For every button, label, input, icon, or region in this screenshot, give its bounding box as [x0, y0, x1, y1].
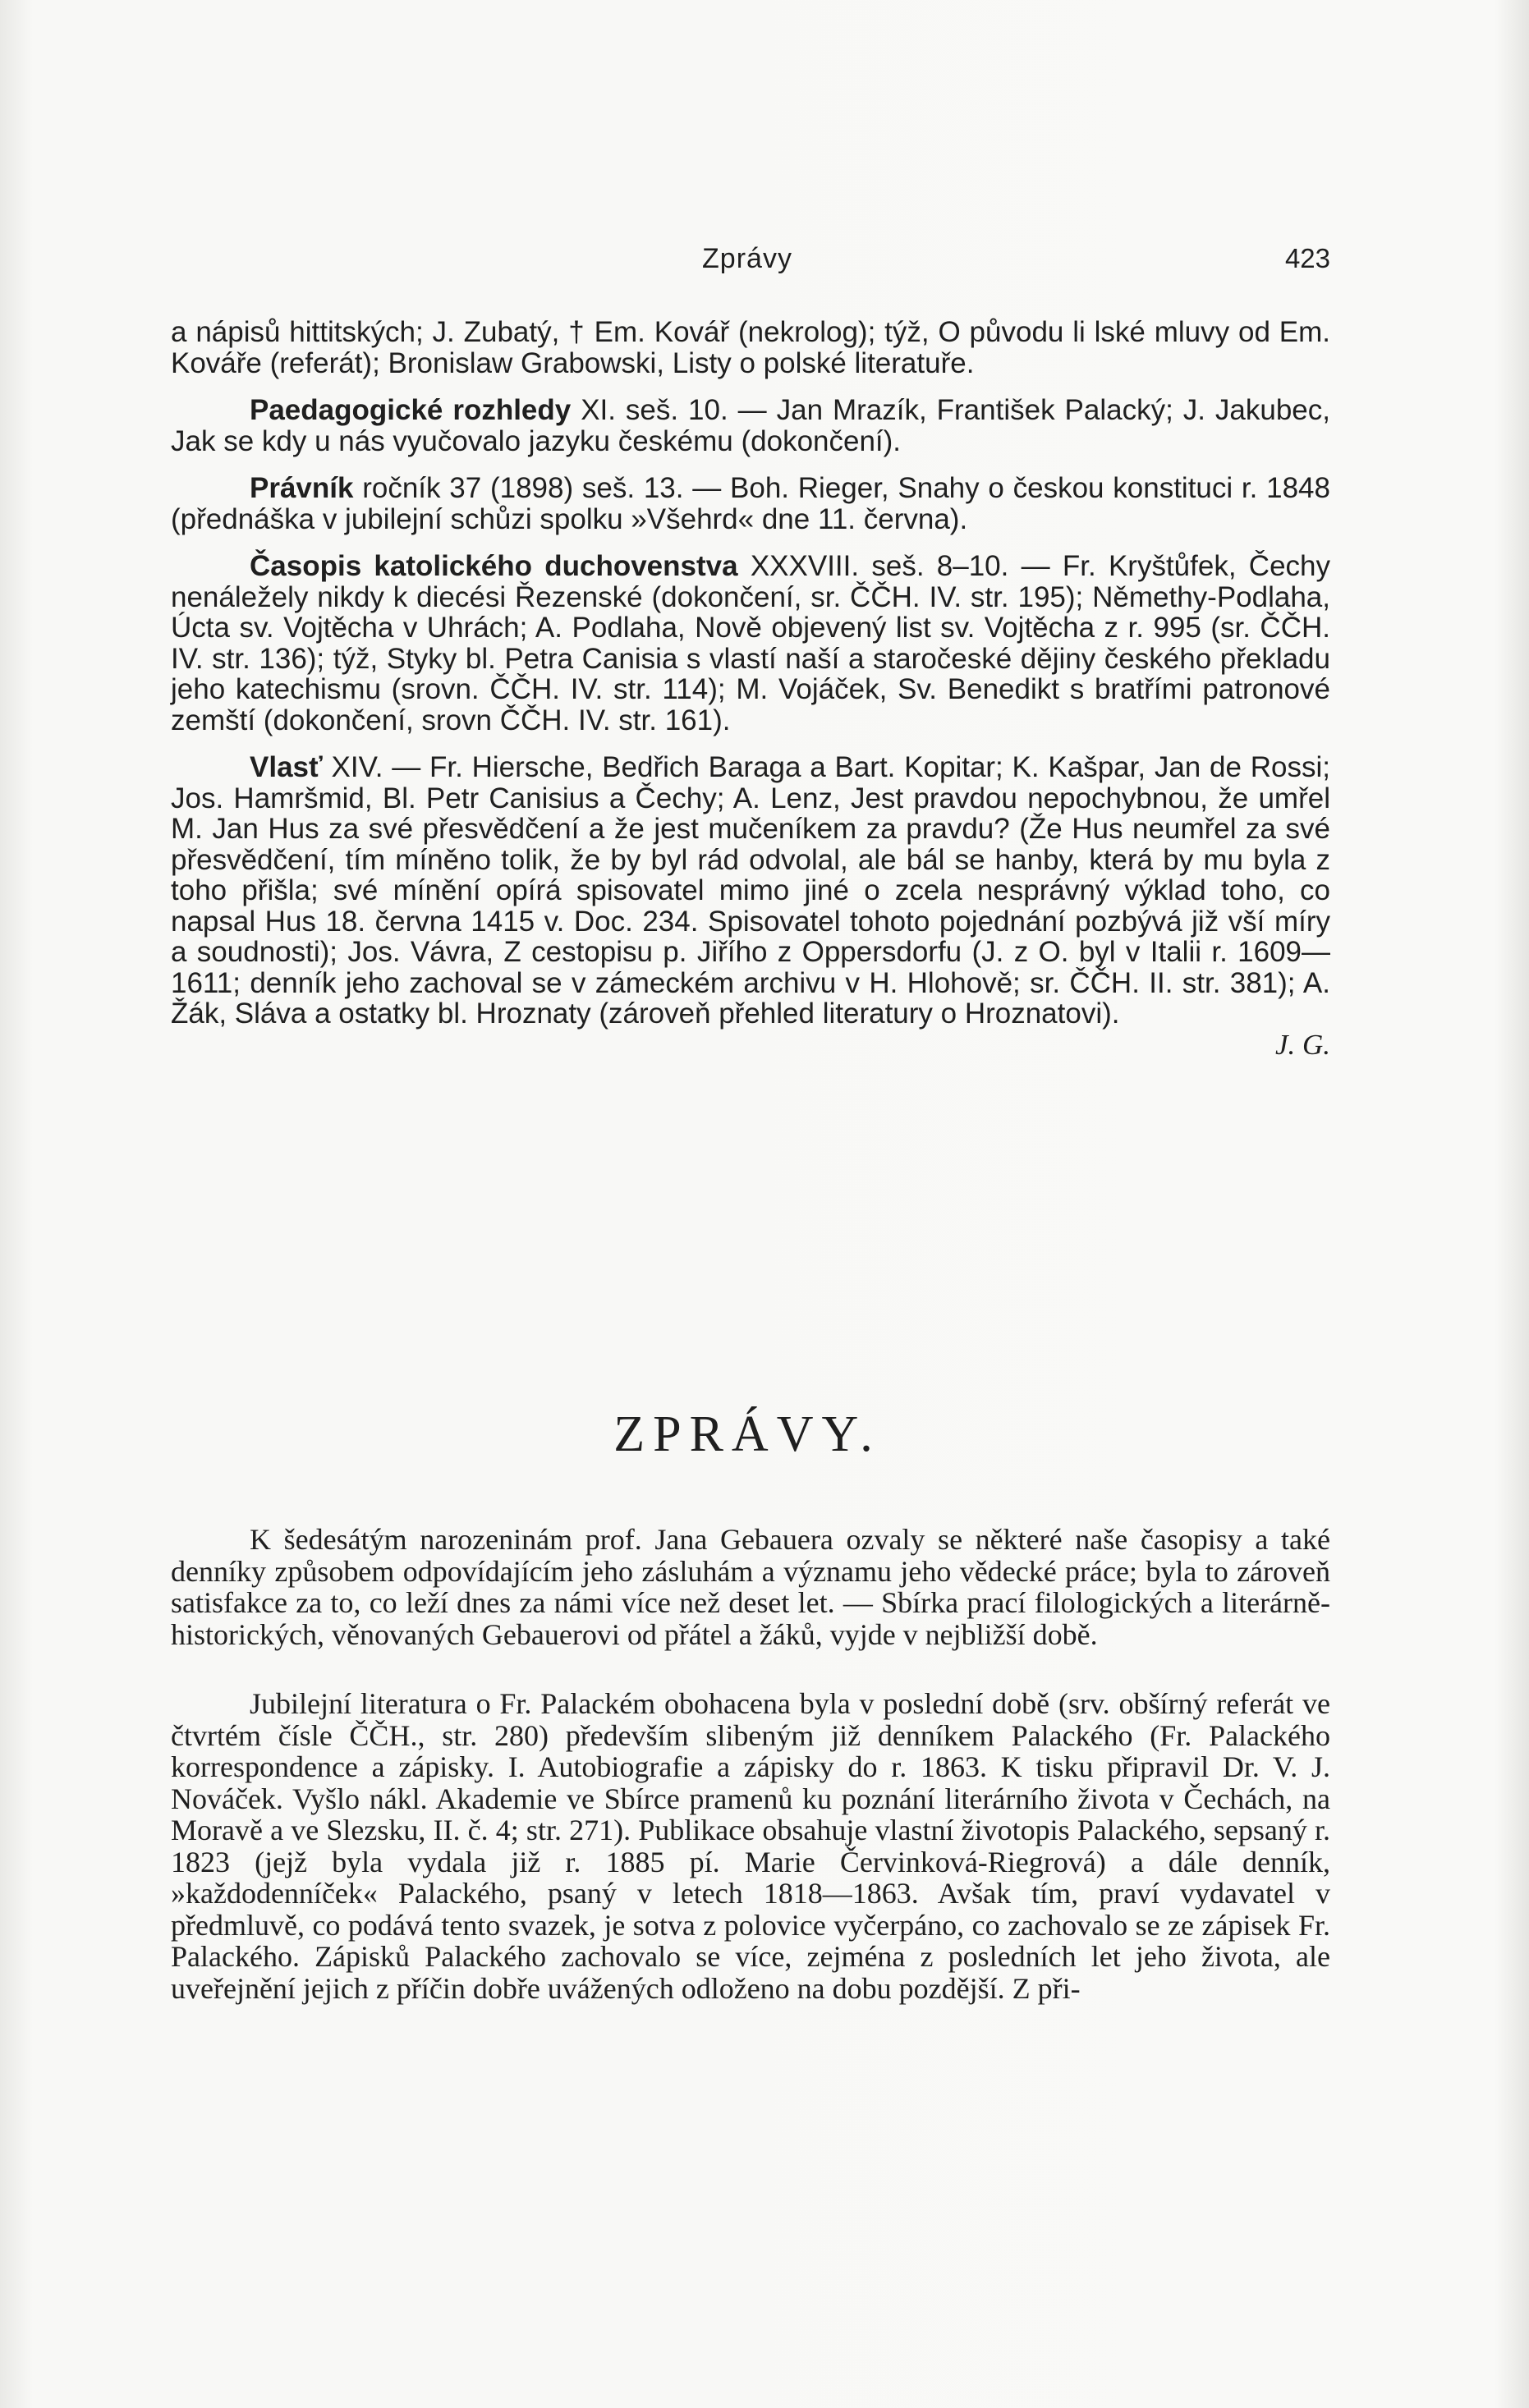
news-section — [171, 1524, 1330, 2042]
page-number: 423 — [1284, 243, 1330, 273]
news-paragraph: Jubilejní literatura o Fr. Palackém obohacena byla v poslední době (srv. obšírný referát ve čtvrtém čísle ČČH., str. 280) především slibeným již denníkem Palackého (Fr. Palackého korrespondence a zápisky. I. Autobiografie a zápisky do r. 1863. K tisku připravil Dr. V. J. Nováček. Vyšlo nákl. Akademie ve Sbírce pramenů ku poznání literárního života v Čechách, na Moravě a ve Slezsku, II. č. 4; str. 271). Publikace obsahuje vlastní životopis Palackého, sepsaný r. 1823 (jejž byla vydala již r. 1885 pí. Marie Červinková-Riegrová) a dále denník, »každodenníček« Palackého, psaný v letech 1818—1863. Avšak tím, praví vydavatel v předmluvě, co podává tento svazek, je sotva z polovice vyčerpáno, co zachovalo se ze zápisek Fr. Palackého. Zápisků Palackého zachovalo se více, zejména z posledních let jeho života, ale uveřejnění jejich z příčin dobře uvážených odloženo na dobu pozdější. Z při- — [171, 1687, 1330, 2005]
entry-paedagogicke-rozhledy — [171, 395, 1330, 456]
entry-pravnik — [171, 473, 1330, 534]
journal-title: Časopis katolického duchovenstva — [250, 550, 738, 582]
news-paragraph: K šedesátým narozeninám prof. Jana Gebauera ozvaly se některé naše časopisy a také denníky způsobem odpovídajícím jeho zásluhám a významu jeho vědecké práce; byla to zároveň satisfakce za to, co leží dnes za námi více než deset let. — Sbírka prací filologických a literárně-historických, věnovaných Gebauerovi od přátel a žáků, vyjde v nejbližší době. — [171, 1523, 1330, 1651]
journal-title: Právník — [250, 472, 354, 504]
entry-text: ročník 37 (1898) seš. 13. — Boh. Rieger, Snahy o českou konstituci r. 1848 (přednáška v jubilejní schůzi spolku »Všehrd« dne 11. června). — [171, 472, 1330, 535]
entry-casopis-katolickeho-duchovenstva — [171, 551, 1330, 736]
periodical-review — [171, 317, 1330, 1076]
entry-vlast — [171, 752, 1330, 1060]
running-title: Zprávy — [702, 243, 792, 274]
entry-text: XI. seš. 10. — Jan Mrazík, František Palacký; J. Jakubec, Jak se kdy u nás vyučovalo jazyku českému (dokončení). — [171, 394, 1330, 457]
section-heading: ZPRÁVY. — [613, 1406, 881, 1462]
journal-title: Vlasť — [250, 751, 323, 783]
running-head — [164, 243, 1330, 284]
entry-text: XIV. — Fr. Hiersche, Bedřich Baraga a Bart. Kopitar; K. Kašpar, Jan de Rossi; Jos. Hamršmid, Bl. Petr Canisius a Čechy; A. Lenz, Jest pravdou nepochybnou, že umřel M. Jan Hus za své přesvědčení a že jest mučeníkem za pravdu? (Že Hus neumřel za své přesvědčení, tím míněno tolik, že by byl rád odvolal, ale bál se hanby, která by mu byla z toho přišla; své mínění opírá spisovatel mimo jiné o zcela nesprávný výklad toho, co napsal Hus 18. června 1415 v. Doc. 234. Spisovatel tohoto pojednání pozbývá již vší míry a soudnosti); Jos. Vávra, Z cestopisu p. Jiřího z Oppersdorfu (J. z O. byl v Italii r. 1609—1611; denník jeho zachoval se v zámeckém archivu v H. Hlohově; sr. ČČH. II. str. 381); A. Žák, Sláva a ostatky bl. Hroznaty (zároveň přehled literatury o Hroznatovi). — [171, 751, 1330, 1030]
entry-text: XXXVIII. seš. 8–10. — Fr. Kryštůfek, Čechy nenáležely nikdy k diecési Řezenské (dokončení, sr. ČČH. IV. str. 195); Němethy-Podlaha, Úcta sv. Vojtěcha v Uhrách; A. Podlaha, Nově objevený list sv. Vojtěcha z r. 995 (sr. ČČH. IV. str. 136); týž, Styky bl. Petra Canisia s vlastí naší a staročeské dějiny českého překladu jeho katechismu (srovn. ČČH. IV. str. 114); M. Vojáček, Sv. Benedikt s bratřími patronové zemští (dokončení, srovn ČČH. IV. str. 161). — [171, 550, 1331, 736]
entry-continued — [171, 317, 1330, 378]
author-signature: J. G. — [1274, 1028, 1330, 1061]
entry-text: a nápisů hittitských; J. Zubatý, † Em. Kovář (nekrolog); týž, O původu li lské mluvy od Em. Kováře (referát); Bronislaw Grabowski, Listy o polské literatuře. — [171, 316, 1330, 379]
journal-title: Paedagogické rozhledy — [250, 394, 572, 426]
